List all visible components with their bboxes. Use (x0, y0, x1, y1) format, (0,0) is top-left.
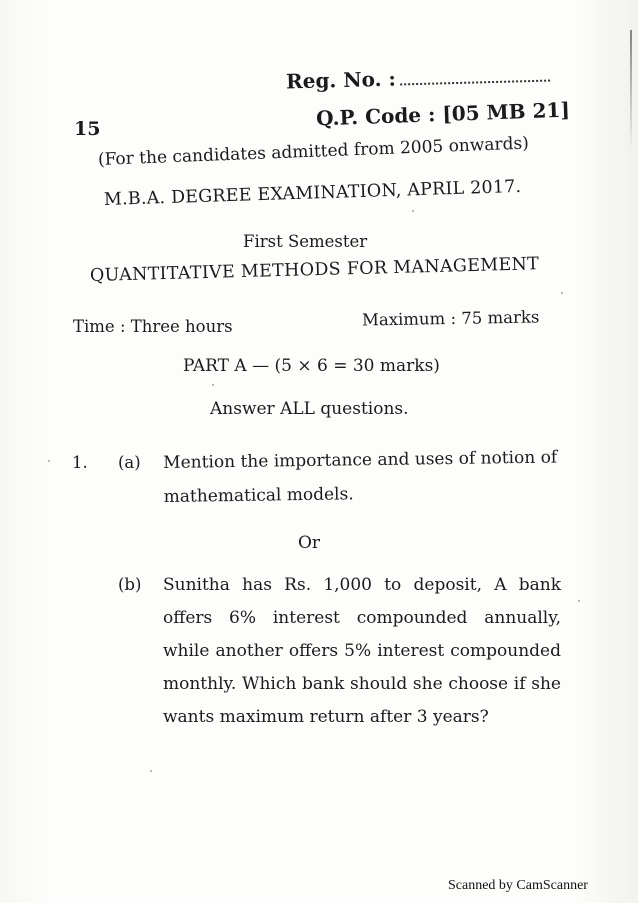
question-number: 1. (72, 453, 88, 472)
candidates-note: (For the candidates admitted from 2005 onwards) (97, 133, 530, 170)
maximum-marks: Maximum : 75 marks (361, 307, 540, 330)
scan-edge-shadow (630, 30, 632, 150)
degree-title: M.B.A. DEGREE EXAMINATION, APRIL 2017. (103, 176, 522, 210)
or-separator: Or (298, 533, 321, 553)
question-part-a-label: (a) (118, 453, 141, 472)
scan-speck (561, 292, 563, 294)
reg-no-field (286, 63, 550, 94)
part-a-heading: PART A — (5 × 6 = 30 marks) (183, 356, 440, 376)
scan-speck (412, 210, 414, 212)
scan-speck (212, 384, 214, 386)
scan-speck (48, 460, 50, 462)
page-number: 15 (74, 118, 101, 140)
part-a-instruction: Answer ALL questions. (210, 399, 409, 419)
reg-no-blank (400, 80, 550, 86)
scan-speck (150, 770, 152, 772)
question-part-a-text: Mention the importance and uses of notion of mathematical models. (163, 447, 558, 507)
question-part-b-text: Sunitha has Rs. 1,000 to deposit, A bank offers 6% interest compounded annually, while another offers 5% interest compounded monthly. Which bank should she choose if she wants maximum return after 3 years? (163, 575, 561, 727)
scan-speck (578, 600, 580, 602)
question-part-b-label: (b) (118, 575, 142, 594)
exam-time: Time : Three hours (73, 317, 233, 336)
qp-code: Q.P. Code : [05 MB 21] (315, 97, 571, 131)
subject-title: QUANTITATIVE METHODS FOR MANAGEMENT (89, 254, 540, 286)
semester-label: First Semester (243, 232, 368, 251)
scanner-watermark: Scanned by CamScanner (448, 878, 588, 893)
reg-no-label: Reg. No. : (285, 66, 397, 94)
